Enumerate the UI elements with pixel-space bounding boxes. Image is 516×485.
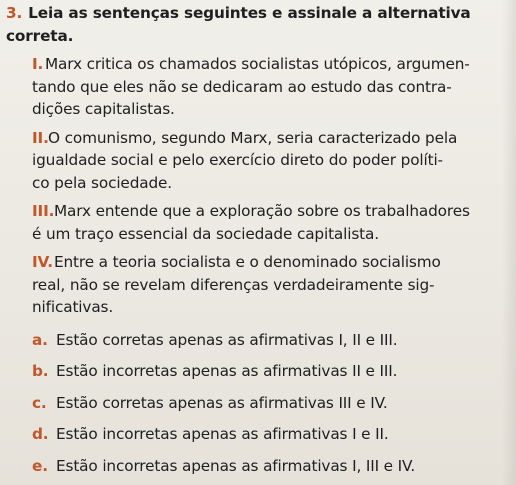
question-header — [6, 2, 502, 47]
option-e[interactable] — [6, 455, 502, 478]
statement-label: II. — [32, 128, 49, 147]
statement-text — [32, 127, 502, 195]
statement-label: I. — [32, 55, 44, 73]
option-b[interactable] — [6, 360, 502, 383]
option-a[interactable] — [6, 329, 502, 352]
statement-label: IV. — [32, 253, 53, 271]
option-letter: d. — [32, 425, 49, 443]
option-d[interactable] — [6, 423, 502, 446]
statement-line: é um traço essencial da sociedade capitalista. — [32, 224, 379, 243]
statement-text — [32, 200, 502, 245]
page-edge-shadow — [502, 0, 516, 485]
statement-text — [32, 53, 502, 121]
statement-3 — [6, 200, 502, 245]
statement-4 — [6, 251, 502, 319]
statement-line: O comunismo, segundo Marx, seria caracterizado pela — [48, 128, 458, 147]
statement-line: igualdade social e pelo exercício direto do poder políti- — [32, 151, 443, 169]
statement-line: co pela sociedade. — [32, 173, 173, 192]
option-text: Estão incorretas apenas as afirmativas I, III e IV. — [56, 456, 416, 475]
statement-line: Marx entende que a exploração sobre os trabalhadores — [54, 202, 470, 220]
option-text: Estão corretas apenas as afirmativas I, II e III. — [56, 330, 398, 349]
option-text: Estão corretas apenas as afirmativas III e IV. — [56, 393, 388, 412]
question-prompt: Leia as sentenças seguintes e assinale a alternativa correta. — [6, 4, 471, 45]
option-letter: b. — [32, 362, 49, 380]
statement-1 — [6, 53, 502, 121]
statement-line: nificativas. — [32, 298, 114, 316]
statement-line: real, não se revelam diferenças verdadeiramente sig- — [32, 275, 435, 294]
statement-label: III. — [32, 202, 55, 220]
option-text: Estão incorretas apenas as afirmativas II e III. — [56, 362, 398, 380]
statement-line: Entre a teoria socialista e o denominado socialismo — [54, 253, 441, 271]
option-letter: e. — [32, 456, 48, 475]
option-c[interactable] — [6, 392, 502, 415]
option-letter: a. — [32, 330, 48, 349]
statement-line: Marx critica os chamados socialistas utópicos, argumen- — [45, 55, 470, 73]
statement-line: tando que eles não se dedicaram ao estudo das contra- — [32, 77, 452, 96]
option-text: Estão incorretas apenas as afirmativas I e II. — [56, 425, 389, 443]
statement-line: dições capitalistas. — [32, 100, 175, 118]
question-block — [6, 2, 502, 477]
question-number: 3. — [6, 4, 23, 22]
statement-2 — [6, 127, 502, 195]
option-letter: c. — [32, 393, 47, 412]
statement-text — [32, 251, 502, 319]
